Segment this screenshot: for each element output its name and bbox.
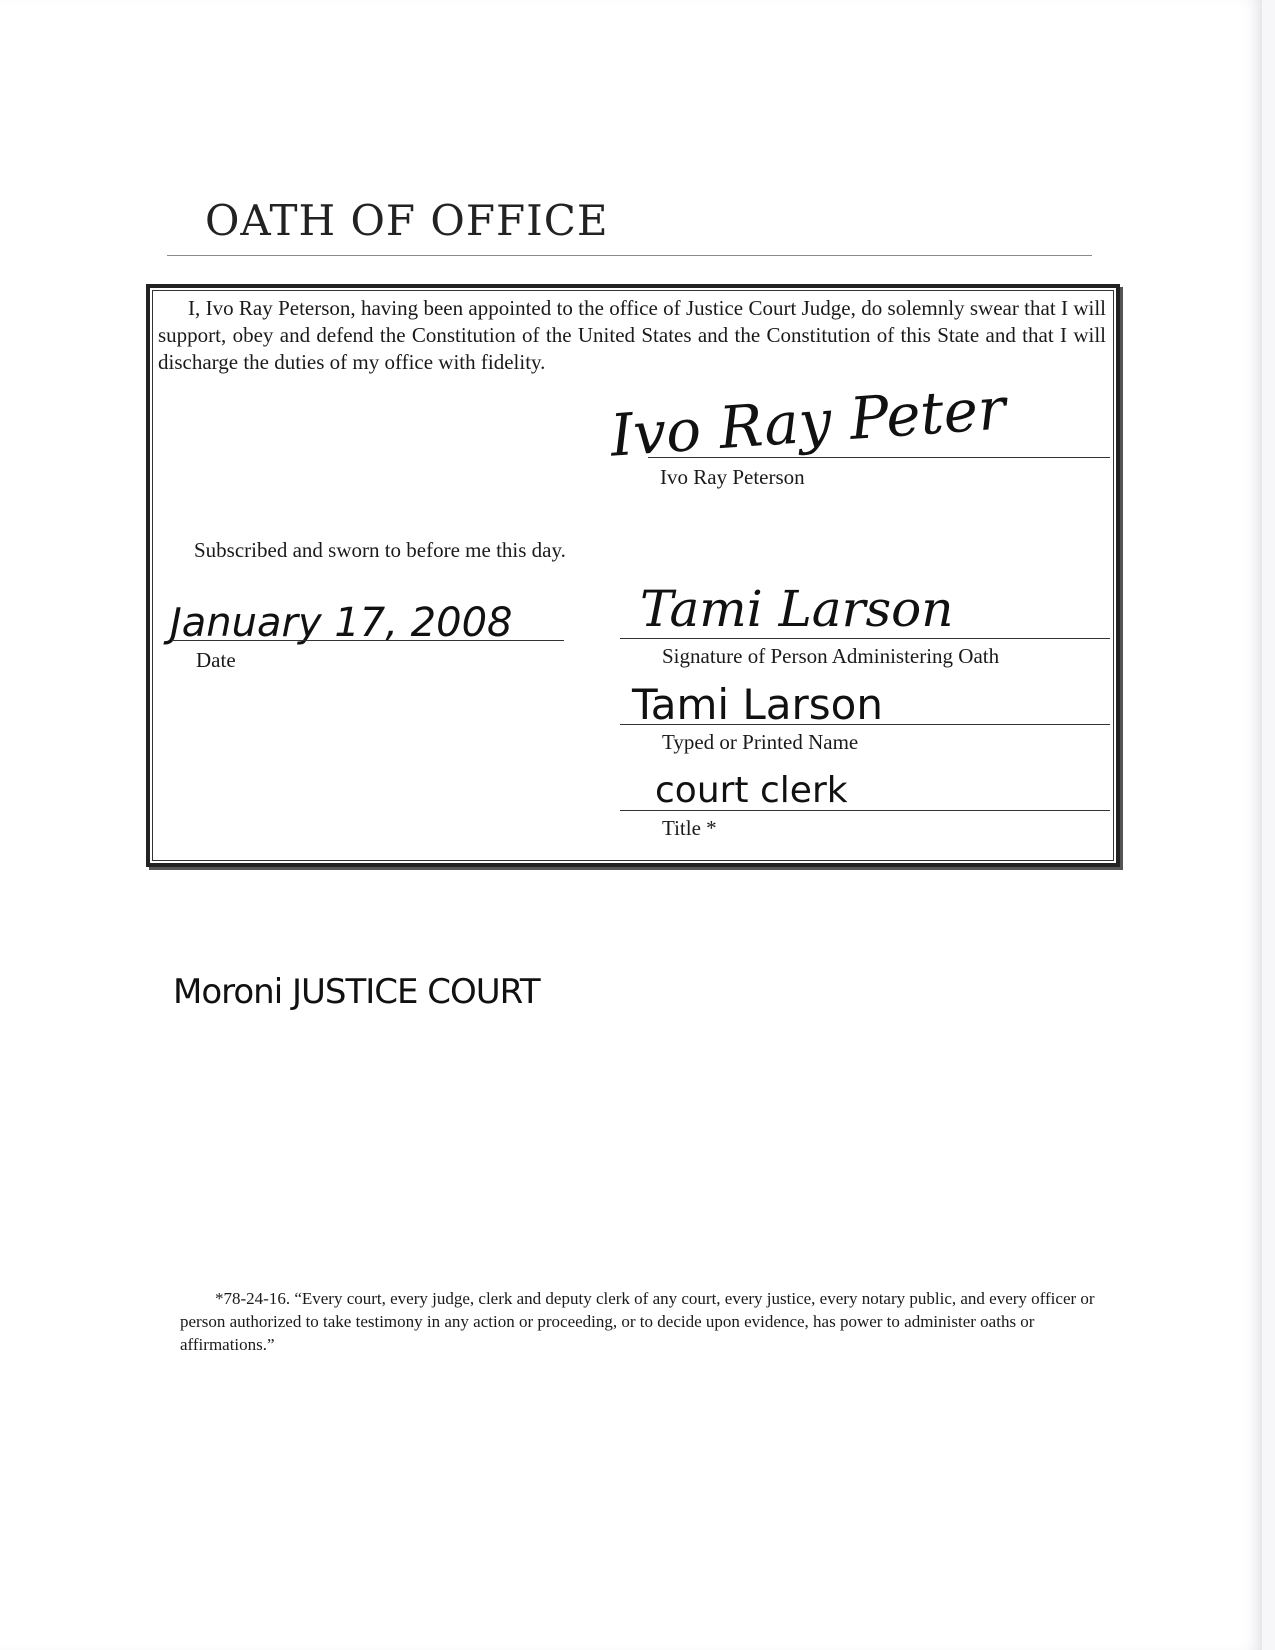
date-line: [172, 640, 564, 641]
administrator-signature-label: Signature of Person Administering Oath: [662, 644, 1000, 668]
printed-name-line: [620, 724, 1110, 725]
oath-taker-name-label: Ivo Ray Peterson: [660, 465, 805, 489]
oath-statement: I, Ivo Ray Peterson, having been appointed to the office of Justice Court Judge, do solemnly swear that I will support, obey and defend the Constitution of the United States and the Constitution of this State and that I will discharge the duties of my office with fidelity.: [158, 296, 1106, 374]
subscribed-statement: Subscribed and sworn to before me this day.: [194, 538, 566, 562]
title-line: [620, 810, 1110, 811]
administrator-signature: Tami Larson: [640, 580, 954, 638]
administrator-signature-line: [620, 638, 1110, 639]
title-handwritten: court clerk: [655, 770, 848, 811]
oath-taker-signature: Ivo Ray Peter: [608, 374, 1008, 470]
printed-name-label: Typed or Printed Name: [662, 730, 859, 754]
document-title: OATH OF OFFICE: [205, 196, 609, 245]
date-handwritten: January 17, 2008: [170, 600, 513, 646]
statute-footnote: *78-24-16. “Every court, every judge, clerk and deputy clerk of any court, every justice, every notary public, and every officer or person authorized to take testimony in any action or proceeding, or to decide upon evidence, has power to administer oaths or affirmations.”: [180, 1289, 1095, 1354]
court-name-handwritten: Moroni JUSTICE COURT: [173, 972, 540, 1012]
printed-name-handwritten: Tami Larson: [632, 680, 883, 729]
title-divider: [167, 255, 1092, 256]
oath-taker-signature-line: [648, 457, 1110, 458]
date-label: Date: [196, 648, 236, 672]
title-label: Title *: [662, 816, 717, 840]
